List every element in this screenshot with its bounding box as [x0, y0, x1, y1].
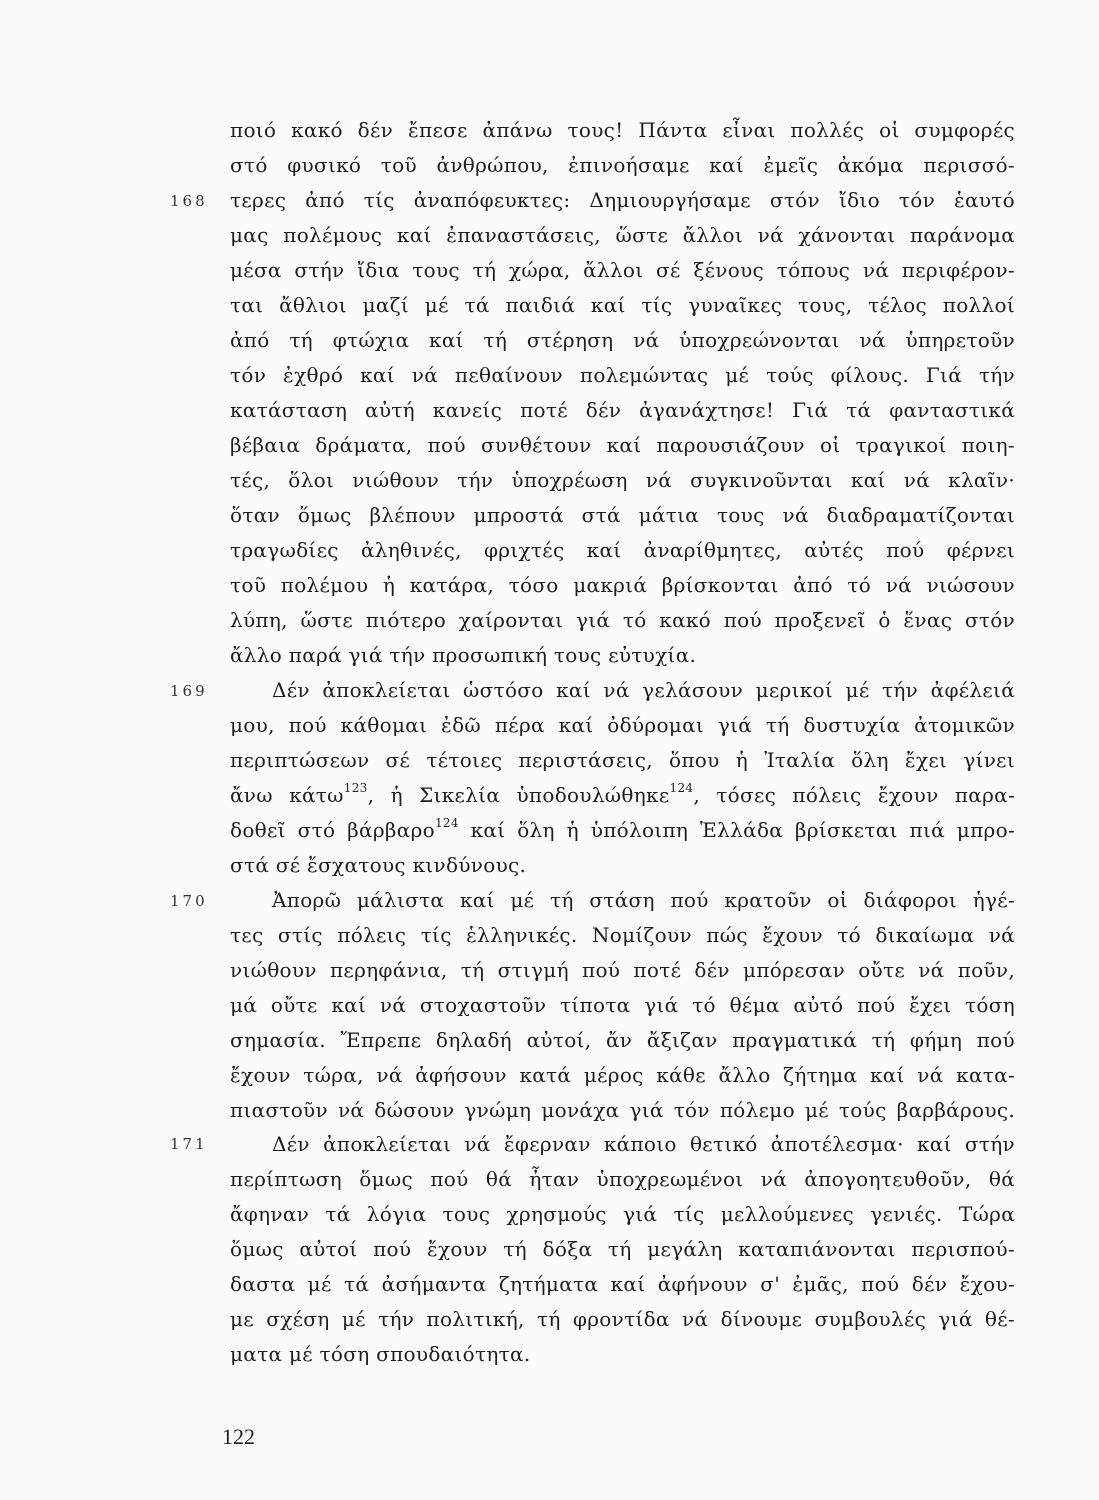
- text-line: τοῦ πολέμου ἡ κατάρα, τόσο μακριά βρίσκονται ἀπό τό νά νιώσουν: [230, 573, 1015, 597]
- text-line: Δέν ἀποκλείεται ὡστόσο καί νά γελάσουν μερικοί μέ τήν ἀφέλειά: [272, 678, 1015, 702]
- text-segment: ἄνω κάτω: [230, 783, 344, 807]
- section-number-170: 170: [170, 892, 208, 910]
- text-line: ματα μέ τόση σπουδαιότητα.: [230, 1342, 531, 1366]
- text-line-with-footnotes: [230, 781, 1015, 809]
- text-segment: δοθεῖ στό βάρβαρο: [230, 818, 435, 842]
- text-line: ἄφηναν τά λόγια τους χρησμούς γιά τίς μελλούμενες γενιές. Τώρα: [230, 1202, 1015, 1226]
- text-line: με σχέση μέ τήν πολιτική, τή φροντίδα νά δίνουμε συμβουλές γιά θέ-: [230, 1307, 1015, 1331]
- text-line: σημασία. Ἔπρεπε δηλαδή αὐτοί, ἄν ἄξιζαν πραγματικά τή φήμη πού: [230, 1028, 1015, 1052]
- text-line: βέβαια δράματα, πού συνθέτουν καί παρουσιάζουν οἱ τραγικοί ποιη-: [230, 433, 1015, 457]
- text-line: κατάσταση αὐτή κανείς ποτέ δέν ἀγανάχτησε! Γιά τά φανταστικά: [230, 398, 1015, 422]
- text-line: περίπτωση ὅμως πού θά ἦταν ὑποχρεωμένοι νά ἀπογοητευθοῦν, θά: [230, 1167, 1015, 1191]
- text-line: ποιό κακό δέν ἔπεσε ἀπάνω τους! Πάντα εἶναι πολλές οἱ συμφορές: [230, 118, 1015, 142]
- page-number: 122: [222, 1424, 255, 1449]
- text-line: μου, πού κάθομαι ἐδῶ πέρα καί ὀδύρομαι γιά τή δυστυχία ἀτομικῶν: [230, 713, 1015, 737]
- text-line: λύπη, ὥστε πιότερο χαίρονται γιά τό κακό πού προξενεῖ ὁ ἕνας στόν: [230, 608, 1015, 632]
- text-line: δαστα μέ τά ἀσήμαντα ζητήματα καί ἀφήνουν σ' ἐμᾶς, πού δέν ἔχου-: [230, 1272, 1015, 1296]
- text-segment: , ἡ Σικελία ὑποδουλώθηκε: [367, 783, 670, 807]
- text-segment: , τόσες πόλεις ἔχουν παρα-: [693, 783, 1016, 807]
- section-number-171: 171: [170, 1135, 208, 1153]
- text-line-with-footnotes: [230, 816, 1015, 844]
- text-line: στό φυσικό τοῦ ἀνθρώπου, ἐπινοήσαμε καί ἐμεῖς ἀκόμα περισσό-: [230, 153, 1015, 177]
- section-number-168: 168: [170, 192, 208, 210]
- text-line: Δέν ἀποκλείεται νά ἔφερναν κάποιο θετικό ἀποτέλεσμα· καί στήν: [272, 1132, 1015, 1156]
- text-segment: καί ὅλη ἡ ὑπόλοιπη Ἑλλάδα βρίσκεται πιά μπρο-: [458, 818, 1015, 842]
- text-line: τόν ἐχθρό καί νά πεθαίνουν πολεμώντας μέ τούς φίλους. Γιά τήν: [230, 363, 1015, 387]
- text-line: ὅταν ὅμως βλέπουν μπροστά στά μάτια τους νά διαδραματίζονται: [230, 503, 1015, 527]
- text-line: νιώθουν περηφάνια, τή στιγμή πού ποτέ δέν μπόρεσαν οὔτε νά ποῦν,: [230, 958, 1015, 982]
- text-line: στά σέ ἔσχατους κινδύνους.: [230, 853, 527, 877]
- footnote-ref: 123: [343, 781, 368, 796]
- text-line: μά οὔτε καί νά στοχαστοῦν τίποτα γιά τό θέμα αὐτό πού ἔχει τόση: [230, 993, 1015, 1017]
- text-line: ἄλλο παρά γιά τήν προσωπική τους εὐτυχία.: [230, 643, 697, 667]
- text-line: ὅμως αὐτοί πού ἔχουν τή δόξα τή μεγάλη καταπιάνονται περισπού-: [230, 1237, 1015, 1261]
- text-line: τές, ὅλοι νιώθουν τήν ὑποχρέωση νά συγκινοῦνται καί νά κλαῖν·: [230, 468, 1015, 492]
- section-number-169: 169: [170, 682, 208, 700]
- footnote-ref: 124: [669, 781, 694, 796]
- text-line: ἀπό τή φτώχια καί τή στέρηση νά ὑποχρεώνονται νά ὑπηρετοῦν: [230, 328, 1015, 352]
- text-line: μέσα στήν ἴδια τους τή χώρα, ἄλλοι σέ ξένους τόπους νά περιφέρον-: [230, 258, 1015, 282]
- text-line: ἔχουν τώρα, νά ἀφήσουν κατά μέρος κάθε ἄλλο ζήτημα καί νά κατα-: [230, 1063, 1015, 1087]
- text-line: τραγωδίες ἀληθινές, φριχτές καί ἀναρίθμητες, αὐτές πού φέρνει: [230, 538, 1015, 562]
- text-line: τες στίς πόλεις τίς ἑλληνικές. Νομίζουν πώς ἔχουν τό δικαίωμα νά: [230, 923, 1015, 947]
- text-line: πιαστοῦν νά δώσουν γνώμη μονάχα γιά τόν πόλεμο μέ τούς βαρβάρους.: [230, 1098, 1015, 1122]
- text-line: περιπτώσεων σέ τέτοιες περιστάσεις, ὅπου ἡ Ἰταλία ὅλη ἔχει γίνει: [230, 748, 1015, 772]
- text-line: μας πολέμους καί ἐπαναστάσεις, ὥστε ἄλλοι νά χάνονται παράνομα: [230, 223, 1015, 247]
- text-line: τερες ἀπό τίς ἀναπόφευκτες: Δημιουργήσαμε στόν ἴδιο τόν ἑαυτό: [230, 188, 1015, 212]
- footnote-ref: 124: [434, 816, 459, 831]
- text-line: ται ἄθλιοι μαζί μέ τά παιδιά καί τίς γυναῖκες τους, τέλος πολλοί: [230, 293, 1015, 317]
- text-line: Ἀπορῶ μάλιστα καί μέ τή στάση πού κρατοῦν οἱ διάφοροι ἡγέ-: [272, 888, 1015, 912]
